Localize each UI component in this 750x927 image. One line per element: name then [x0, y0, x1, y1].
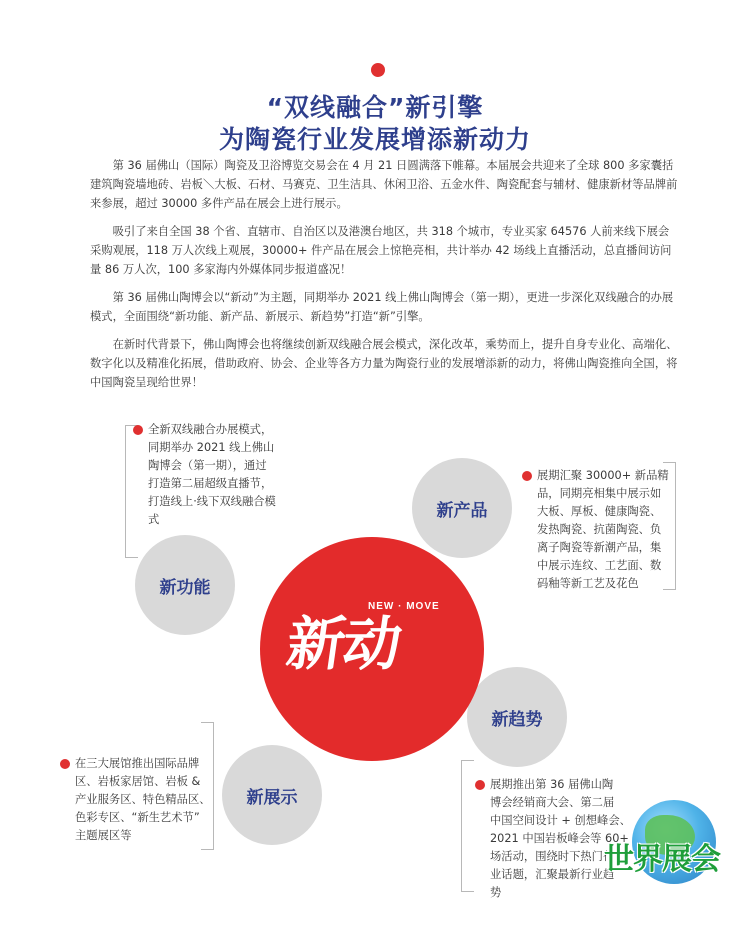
note-line: 业话题，汇聚最新行业趋 — [490, 868, 615, 881]
paragraph: 在新时代背景下，佛山陶博会也将继续创新双线融合展会模式，深化改革，乘势而上，提升自身专业化、高端化、数字化以及精准化拓展，借助政府、协会、企业等各方力量为陶瓷行业的发展增添新的动力，将佛山陶瓷推向全国，将中国陶瓷呈现给世界！ — [90, 338, 678, 389]
center-logo-circle — [260, 537, 484, 761]
note-line: 产业服务区、特色精品区、 — [75, 793, 211, 806]
note-line: 打造第二届超级直播节， — [148, 477, 273, 490]
title-line-1: “双线融合”新引擎 — [266, 93, 484, 122]
note-line: 同期举办 2021 线上佛山 — [148, 441, 275, 454]
note-line: 式 — [148, 513, 160, 526]
note-line: 在三大展馆推出国际品牌 — [75, 757, 200, 770]
circle-new-function: 新功能 — [135, 535, 235, 635]
watermark-text: 世界展会 — [604, 842, 720, 877]
note-line: 主题展区等 — [75, 829, 132, 842]
circle-new-product: 新产品 — [412, 458, 512, 558]
center-subtitle: NEW · MOVE — [368, 601, 440, 612]
note-line: 色彩专区、“新生艺术节” — [75, 811, 200, 824]
bullet-dot — [522, 471, 532, 481]
decorative-red-dot — [371, 63, 385, 77]
note-line: 场活动，围绕时下热门行 — [490, 850, 615, 863]
note-line: 打造线上·线下双线融合模 — [148, 495, 276, 508]
circle-new-display: 新展示 — [222, 745, 322, 845]
paragraph: 第 36 届佛山陶博会以“新动”为主题，同期举办 2021 线上佛山陶博会（第一期），更进一步深化双线融合的办展模式，全面围绕“新功能、新产品、新展示、新趋势”打造“新”引擎。 — [90, 291, 674, 323]
note-line: 陶博会（第一期），通过 — [148, 459, 267, 472]
note-line: 大板、厚板、健康陶瓷、 — [537, 505, 662, 518]
bracket-function — [125, 425, 126, 558]
note-line: 发热陶瓷、抗菌陶瓷、负 — [537, 523, 662, 536]
bracket-trend — [461, 760, 462, 892]
note-line: 博会经销商大会、第二届 — [490, 796, 615, 809]
bullet-dot — [475, 780, 485, 790]
note-line: 展期汇聚 30000+ 新品精 — [537, 469, 669, 482]
note-product — [537, 467, 677, 593]
title-line-2: 为陶瓷行业发展增添新动力 — [218, 125, 531, 154]
note-line: 势 — [490, 886, 502, 899]
note-line: 码釉等新工艺及花色 — [537, 577, 639, 590]
note-function — [148, 421, 298, 529]
note-line: 全新双线融合办展模式， — [148, 423, 273, 436]
paragraph: 吸引了来自全国 38 个省、直辖市、自治区以及港澳台地区，共 318 个城市，专业买家 64576 人前来线下展会采购观展，118 万人次线上观展，30000+ 件产品在展会上惊艳亮相，共计举办 42 场线上直播活动，总直播间访问量 86 万人次，100 多家海内外媒体同步报道盛况！ — [90, 225, 672, 276]
note-line: 品，同期亮相集中展示如 — [537, 487, 662, 500]
note-line: 离子陶瓷等新潮产品，集 — [537, 541, 662, 554]
note-line: 中展示连纹、工艺面、数 — [537, 559, 662, 572]
bullet-dot — [60, 759, 70, 769]
center-glyph: 新动 — [282, 610, 405, 678]
world-expo-logo — [600, 800, 750, 900]
note-display — [75, 755, 215, 845]
paragraph: 第 36 届佛山（国际）陶瓷及卫浴博览交易会在 4 月 21 日圆满落下帷幕。本届展会共迎来了全球 800 多家囊括建筑陶瓷墙地砖、岩板＼大板、石材、马赛克、卫生洁具、休闲卫浴、五金水件、陶瓷配套与辅材、健康新材等品牌前来参展，超过 30000 多件产品在展会上进行展示。 — [90, 159, 678, 210]
note-line: 区、岩板家居馆、岩板 & — [75, 775, 201, 788]
article-body — [90, 156, 678, 401]
note-line: 中国空间设计 + 创想峰会、 — [490, 814, 631, 827]
note-line: 2021 中国岩板峰会等 60+ — [490, 832, 629, 845]
note-line: 展期推出第 36 届佛山陶 — [490, 778, 614, 791]
bullet-dot — [133, 425, 143, 435]
circle-new-trend: 新趋势 — [467, 667, 567, 767]
